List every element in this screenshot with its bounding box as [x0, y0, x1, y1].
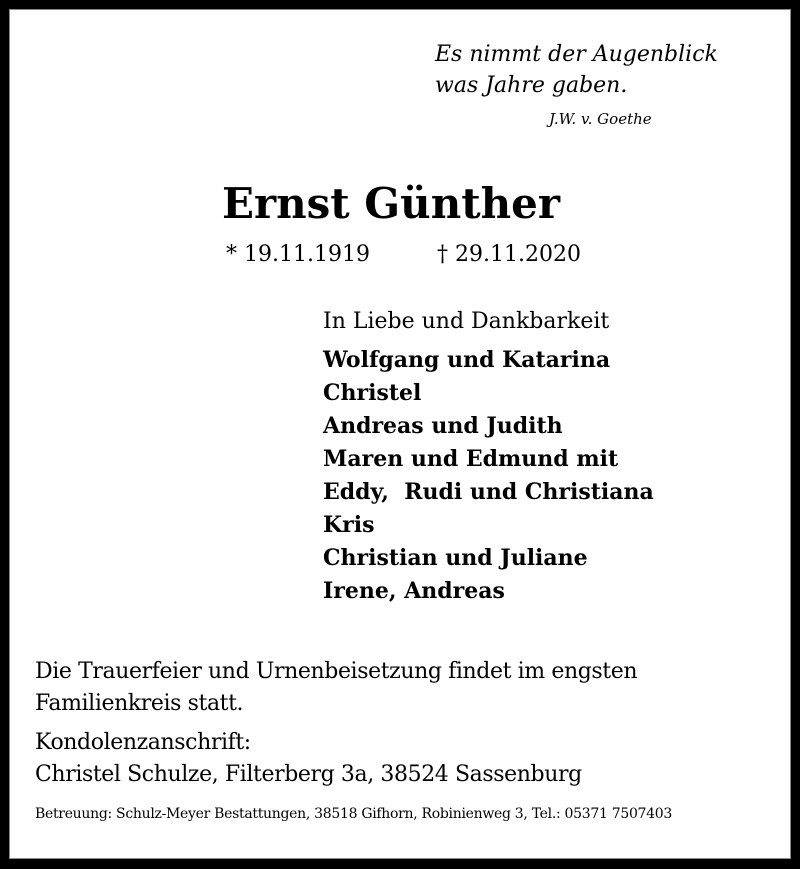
birth-date: * 19.11.1919: [226, 242, 370, 267]
dedication: In Liebe und Dankbarkeit: [323, 309, 610, 334]
mourner: Christel: [323, 380, 422, 406]
mourner: Christian und Juliane: [323, 545, 588, 571]
quote-line: Es nimmt der Augenblick: [435, 42, 718, 67]
quote-line: was Jahre gaben.: [435, 73, 628, 98]
obituary-notice: [9, 9, 791, 859]
notice-line: Familienkreis statt.: [35, 691, 244, 716]
mourner: Irene, Andreas: [323, 578, 505, 604]
quote: [435, 39, 718, 101]
mourners-list: [323, 344, 654, 608]
condolence-address-line: Christel Schulze, Filterberg 3a, 38524 Sassenburg: [35, 762, 582, 787]
condolence-label: Kondolenzanschrift:: [35, 730, 251, 755]
death-date: † 29.11.2020: [437, 242, 581, 267]
mourner: Wolfgang und Katarina: [323, 347, 611, 373]
mourner: Maren und Edmund mit: [323, 446, 619, 472]
condolence-address: [35, 727, 582, 791]
deceased-name: Ernst Günther: [221, 179, 561, 228]
mourner: Eddy, Rudi und Christiana: [323, 479, 654, 505]
notice-line: Die Trauerfeier und Urnenbeisetzung findet im engsten: [35, 659, 638, 684]
funeral-notice: [35, 656, 637, 720]
mourner: Andreas und Judith: [323, 413, 563, 439]
funeral-home-footer: Betreuung: Schulz-Meyer Bestattungen, 38518 Gifhorn, Robinienweg 3, Tel.: 05371 7507403: [35, 806, 672, 822]
mourner: Kris: [323, 512, 375, 538]
quote-author: J.W. v. Goethe: [549, 110, 652, 128]
